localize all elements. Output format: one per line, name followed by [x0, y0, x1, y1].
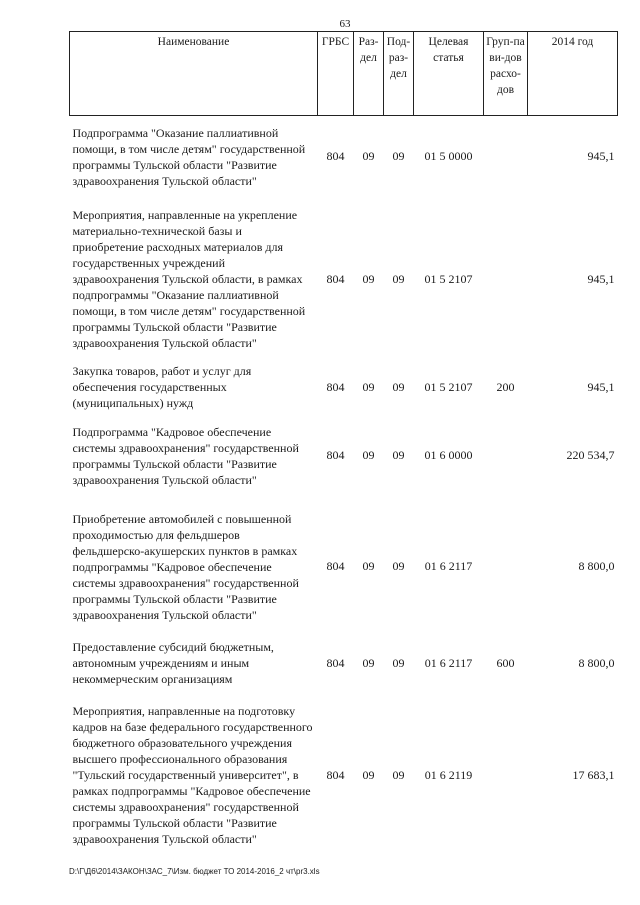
cell-razdel: 09 — [362, 379, 375, 394]
cell-razdel: 09 — [362, 149, 375, 164]
header-razdel: Раз-дел — [354, 32, 384, 116]
cell-razdel: 09 — [362, 767, 375, 782]
cell-group — [484, 498, 528, 635]
cell-name: Приобретение автомобилей с повышенной проходимостью для фельдшеров фельдшерско-акушерских пунктов в рамках подпрограммы "Кадровое обеспечение системы здравоохранения" государственной программы Тульской области "Развитие здравоохранения Тульской области" — [72, 511, 299, 622]
page-number: 63 — [339, 18, 351, 30]
header-grbs: ГРБС — [318, 32, 354, 116]
table-row — [70, 691, 618, 859]
table-row — [70, 635, 618, 691]
cell-razdel: 09 — [362, 559, 375, 573]
cell-grbs: 804 — [326, 559, 345, 573]
cell-sum: 945,1 — [587, 271, 615, 286]
cell-group — [484, 197, 528, 361]
cell-group — [484, 116, 528, 197]
cell-grbs: 804 — [326, 379, 345, 394]
cell-podrazdel: 09 — [392, 767, 405, 782]
header-group: Груп-па ви-дов расхо-дов — [484, 32, 528, 116]
cell-podrazdel: 09 — [392, 448, 405, 462]
table-row — [70, 498, 618, 635]
cell-name: Подпрограмма "Оказание паллиативной помощи, в том числе детям" государственной программы Тульской области "Развитие здравоохранения Тульской области" — [72, 125, 306, 188]
cell-target: 01 5 0000 — [424, 149, 473, 164]
cell-target: 01 5 2107 — [424, 379, 473, 394]
cell-group: 200 — [496, 379, 515, 394]
header-row — [70, 32, 618, 116]
file-path-footer: D:\Г\Д6\2014\ЗАКОН\ЗАС_7\Изм. бюджет ТО 2014-2016_2 чт\pr3.xls — [69, 867, 320, 876]
table-row — [70, 197, 618, 361]
cell-podrazdel: 09 — [392, 149, 405, 164]
cell-podrazdel: 09 — [392, 379, 405, 394]
table-row — [70, 361, 618, 413]
cell-sum: 220 534,7 — [566, 448, 615, 462]
cell-sum: 8 800,0 — [578, 559, 615, 573]
cell-razdel: 09 — [362, 448, 375, 462]
cell-group: 600 — [496, 655, 515, 670]
table-row — [70, 413, 618, 498]
cell-grbs: 804 — [326, 448, 345, 462]
cell-name: Закупка товаров, работ и услуг для обеспечения государственных (муниципальных) нужд — [72, 364, 252, 410]
cell-target: 01 6 0000 — [424, 448, 473, 462]
cell-podrazdel: 09 — [392, 655, 405, 670]
header-year: 2014 год — [528, 32, 618, 116]
cell-target: 01 6 2117 — [424, 655, 473, 670]
cell-group — [484, 413, 528, 498]
header-name: Наименование — [70, 32, 318, 116]
cell-razdel: 09 — [362, 271, 375, 286]
cell-target: 01 6 2119 — [424, 767, 473, 782]
cell-target: 01 5 2107 — [424, 271, 473, 286]
cell-name: Мероприятия, направленные на подготовку кадров на базе федерального государственного бюджетного образовательного учреждения высшего профессионального образования "Тульский государственный университет", в рамках подпрограммы "Кадровое обеспечение системы здравоохранения" государственной программы Тульской области "Развитие здравоохранения Тульской области" — [72, 704, 313, 846]
header-podrazdel: Под-раз-дел — [384, 32, 414, 116]
cell-name: Мероприятия, направленные на укрепление материально-технической базы и приобретение расходных материалов для государственных учреждений здравоохранения Тульской области, в рамках подпрограммы "Оказание паллиативной помощи, в том числе детям" государственной программы Тульской области "Развитие здравоохранения Тульской области" — [72, 208, 306, 350]
cell-razdel: 09 — [362, 655, 375, 670]
cell-sum: 8 800,0 — [578, 655, 615, 670]
cell-grbs: 804 — [326, 767, 345, 782]
header-target: Целевая статья — [414, 32, 484, 116]
cell-grbs: 804 — [326, 655, 345, 670]
cell-target: 01 6 2117 — [424, 559, 473, 573]
cell-group — [484, 691, 528, 859]
cell-grbs: 804 — [326, 149, 345, 164]
cell-grbs: 804 — [326, 271, 345, 286]
cell-podrazdel: 09 — [392, 271, 405, 286]
budget-table — [69, 31, 618, 859]
cell-name: Подпрограмма "Кадровое обеспечение системы здравоохранения" государственной программы Тульской области "Развитие здравоохранения Тульской области" — [72, 424, 299, 487]
cell-podrazdel: 09 — [392, 559, 405, 573]
cell-sum: 945,1 — [587, 149, 615, 164]
cell-name: Предоставление субсидий бюджетным, автономным учреждениям и иным некоммерческим организациям — [72, 640, 274, 686]
table-row — [70, 116, 618, 197]
cell-sum: 17 683,1 — [572, 767, 615, 782]
cell-sum: 945,1 — [587, 379, 615, 394]
